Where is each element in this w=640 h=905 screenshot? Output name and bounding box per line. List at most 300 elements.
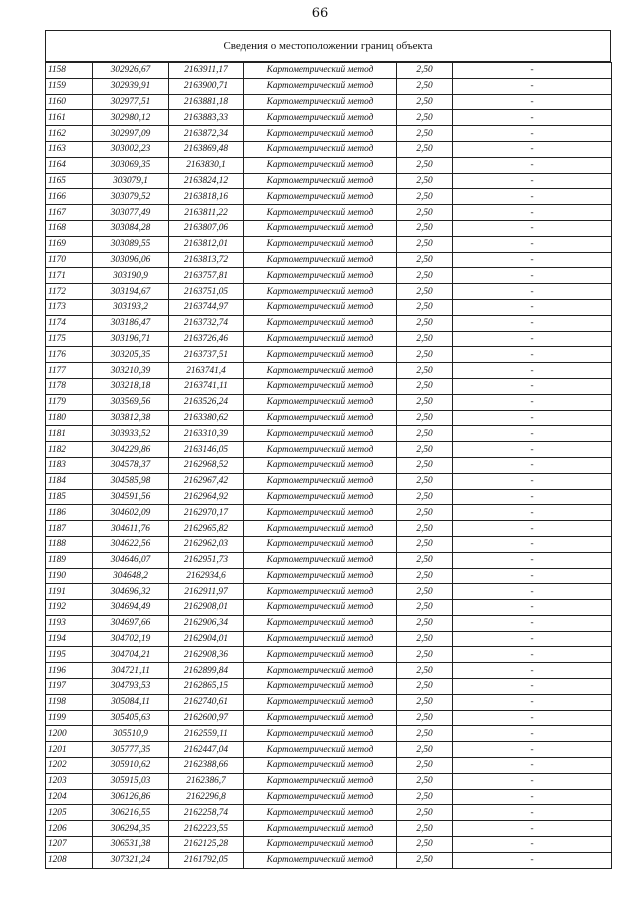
table-row [46, 126, 612, 142]
precision-cell: 2,50 [397, 852, 453, 868]
table-row [46, 363, 612, 379]
precision-cell: 2,50 [397, 157, 453, 173]
table-row [46, 521, 612, 537]
y-coordinate-cell: 2163818,16 [169, 189, 244, 205]
description-cell: - [453, 442, 612, 458]
method-cell: Картометрический метод [244, 110, 397, 126]
precision-cell: 2,50 [397, 236, 453, 252]
method-cell: Картометрический метод [244, 805, 397, 821]
point-number-cell: 1165 [46, 173, 93, 189]
precision-cell: 2,50 [397, 552, 453, 568]
x-coordinate-cell: 304697,66 [93, 615, 169, 631]
description-cell: - [453, 110, 612, 126]
point-number-cell: 1169 [46, 236, 93, 252]
description-cell: - [453, 600, 612, 616]
table-row [46, 394, 612, 410]
method-cell: Картометрический метод [244, 679, 397, 695]
method-cell: Картометрический метод [244, 505, 397, 521]
table-row [46, 205, 612, 221]
description-cell: - [453, 852, 612, 868]
point-number-cell: 1158 [46, 63, 93, 79]
table-row [46, 78, 612, 94]
y-coordinate-cell: 2162968,52 [169, 457, 244, 473]
method-cell: Картометрический метод [244, 284, 397, 300]
precision-cell: 2,50 [397, 284, 453, 300]
description-cell: - [453, 837, 612, 853]
table-row [46, 726, 612, 742]
point-number-cell: 1173 [46, 299, 93, 315]
y-coordinate-cell: 2163732,74 [169, 315, 244, 331]
precision-cell: 2,50 [397, 110, 453, 126]
point-number-cell: 1176 [46, 347, 93, 363]
table-row [46, 378, 612, 394]
table-row [46, 647, 612, 663]
y-coordinate-cell: 2162600,97 [169, 710, 244, 726]
method-cell: Картометрический метод [244, 837, 397, 853]
table-row [46, 568, 612, 584]
table-row [46, 220, 612, 236]
description-cell: - [453, 331, 612, 347]
y-coordinate-cell: 2163741,4 [169, 363, 244, 379]
method-cell: Картометрический метод [244, 189, 397, 205]
table-row [46, 852, 612, 868]
point-number-cell: 1193 [46, 615, 93, 631]
point-number-cell: 1181 [46, 426, 93, 442]
method-cell: Картометрический метод [244, 631, 397, 647]
precision-cell: 2,50 [397, 710, 453, 726]
precision-cell: 2,50 [397, 126, 453, 142]
x-coordinate-cell: 305910,62 [93, 758, 169, 774]
table-row [46, 284, 612, 300]
table-row [46, 821, 612, 837]
description-cell: - [453, 363, 612, 379]
y-coordinate-cell: 2162386,7 [169, 773, 244, 789]
precision-cell: 2,50 [397, 189, 453, 205]
table-row [46, 694, 612, 710]
table-row [46, 347, 612, 363]
method-cell: Картометрический метод [244, 363, 397, 379]
precision-cell: 2,50 [397, 63, 453, 79]
x-coordinate-cell: 303569,56 [93, 394, 169, 410]
method-cell: Картометрический метод [244, 489, 397, 505]
y-coordinate-cell: 2163380,62 [169, 410, 244, 426]
description-cell: - [453, 94, 612, 110]
description-cell: - [453, 758, 612, 774]
description-cell: - [453, 647, 612, 663]
precision-cell: 2,50 [397, 205, 453, 221]
description-cell: - [453, 173, 612, 189]
x-coordinate-cell: 306294,35 [93, 821, 169, 837]
table-row [46, 410, 612, 426]
method-cell: Картометрический метод [244, 220, 397, 236]
y-coordinate-cell: 2163757,81 [169, 268, 244, 284]
method-cell: Картометрический метод [244, 315, 397, 331]
precision-cell: 2,50 [397, 442, 453, 458]
y-coordinate-cell: 2162965,82 [169, 521, 244, 537]
y-coordinate-cell: 2163310,39 [169, 426, 244, 442]
point-number-cell: 1175 [46, 331, 93, 347]
description-cell: - [453, 679, 612, 695]
x-coordinate-cell: 304704,21 [93, 647, 169, 663]
method-cell: Картометрический метод [244, 410, 397, 426]
method-cell: Картометрический метод [244, 789, 397, 805]
method-cell: Картометрический метод [244, 94, 397, 110]
precision-cell: 2,50 [397, 679, 453, 695]
method-cell: Картометрический метод [244, 521, 397, 537]
method-cell: Картометрический метод [244, 536, 397, 552]
precision-cell: 2,50 [397, 410, 453, 426]
description-cell: - [453, 78, 612, 94]
method-cell: Картометрический метод [244, 378, 397, 394]
x-coordinate-cell: 305405,63 [93, 710, 169, 726]
method-cell: Картометрический метод [244, 331, 397, 347]
table-row [46, 679, 612, 695]
description-cell: - [453, 157, 612, 173]
y-coordinate-cell: 2162908,01 [169, 600, 244, 616]
table-row [46, 252, 612, 268]
x-coordinate-cell: 303190,9 [93, 268, 169, 284]
x-coordinate-cell: 303193,2 [93, 299, 169, 315]
description-cell: - [453, 694, 612, 710]
point-number-cell: 1205 [46, 805, 93, 821]
description-cell: - [453, 284, 612, 300]
description-cell: - [453, 410, 612, 426]
x-coordinate-cell: 302980,12 [93, 110, 169, 126]
description-cell: - [453, 205, 612, 221]
table-row [46, 457, 612, 473]
description-cell: - [453, 347, 612, 363]
boundary-sheet [45, 30, 611, 869]
x-coordinate-cell: 304702,19 [93, 631, 169, 647]
precision-cell: 2,50 [397, 615, 453, 631]
point-number-cell: 1161 [46, 110, 93, 126]
precision-cell: 2,50 [397, 299, 453, 315]
y-coordinate-cell: 2163900,71 [169, 78, 244, 94]
y-coordinate-cell: 2162865,15 [169, 679, 244, 695]
table-row [46, 663, 612, 679]
method-cell: Картометрический метод [244, 568, 397, 584]
x-coordinate-cell: 304648,2 [93, 568, 169, 584]
point-number-cell: 1201 [46, 742, 93, 758]
precision-cell: 2,50 [397, 821, 453, 837]
y-coordinate-cell: 2162258,74 [169, 805, 244, 821]
table-row [46, 442, 612, 458]
precision-cell: 2,50 [397, 394, 453, 410]
point-number-cell: 1197 [46, 679, 93, 695]
precision-cell: 2,50 [397, 694, 453, 710]
point-number-cell: 1191 [46, 584, 93, 600]
description-cell: - [453, 189, 612, 205]
x-coordinate-cell: 304585,98 [93, 473, 169, 489]
precision-cell: 2,50 [397, 505, 453, 521]
point-number-cell: 1185 [46, 489, 93, 505]
method-cell: Картометрический метод [244, 742, 397, 758]
table-row [46, 299, 612, 315]
table-row [46, 615, 612, 631]
precision-cell: 2,50 [397, 489, 453, 505]
y-coordinate-cell: 2162906,34 [169, 615, 244, 631]
precision-cell: 2,50 [397, 773, 453, 789]
precision-cell: 2,50 [397, 94, 453, 110]
x-coordinate-cell: 304578,37 [93, 457, 169, 473]
y-coordinate-cell: 2163807,06 [169, 220, 244, 236]
x-coordinate-cell: 302997,09 [93, 126, 169, 142]
method-cell: Картометрический метод [244, 663, 397, 679]
y-coordinate-cell: 2162223,55 [169, 821, 244, 837]
x-coordinate-cell: 303069,35 [93, 157, 169, 173]
y-coordinate-cell: 2162967,42 [169, 473, 244, 489]
point-number-cell: 1189 [46, 552, 93, 568]
description-cell: - [453, 584, 612, 600]
table-row [46, 426, 612, 442]
x-coordinate-cell: 303812,38 [93, 410, 169, 426]
description-cell: - [453, 710, 612, 726]
y-coordinate-cell: 2162388,66 [169, 758, 244, 774]
precision-cell: 2,50 [397, 647, 453, 663]
x-coordinate-cell: 304694,49 [93, 600, 169, 616]
x-coordinate-cell: 302939,91 [93, 78, 169, 94]
description-cell: - [453, 552, 612, 568]
table-row [46, 236, 612, 252]
method-cell: Картометрический метод [244, 63, 397, 79]
y-coordinate-cell: 2162908,36 [169, 647, 244, 663]
point-number-cell: 1195 [46, 647, 93, 663]
point-number-cell: 1203 [46, 773, 93, 789]
x-coordinate-cell: 305084,11 [93, 694, 169, 710]
method-cell: Картометрический метод [244, 473, 397, 489]
table-row [46, 505, 612, 521]
x-coordinate-cell: 303933,52 [93, 426, 169, 442]
y-coordinate-cell: 2162740,61 [169, 694, 244, 710]
precision-cell: 2,50 [397, 789, 453, 805]
point-number-cell: 1186 [46, 505, 93, 521]
point-number-cell: 1159 [46, 78, 93, 94]
x-coordinate-cell: 303089,55 [93, 236, 169, 252]
precision-cell: 2,50 [397, 378, 453, 394]
point-number-cell: 1174 [46, 315, 93, 331]
point-number-cell: 1177 [46, 363, 93, 379]
x-coordinate-cell: 304229,86 [93, 442, 169, 458]
y-coordinate-cell: 2162934,6 [169, 568, 244, 584]
description-cell: - [453, 521, 612, 537]
point-number-cell: 1171 [46, 268, 93, 284]
x-coordinate-cell: 303079,52 [93, 189, 169, 205]
x-coordinate-cell: 304591,56 [93, 489, 169, 505]
x-coordinate-cell: 303084,28 [93, 220, 169, 236]
precision-cell: 2,50 [397, 426, 453, 442]
point-number-cell: 1187 [46, 521, 93, 537]
x-coordinate-cell: 304646,07 [93, 552, 169, 568]
x-coordinate-cell: 304611,76 [93, 521, 169, 537]
precision-cell: 2,50 [397, 758, 453, 774]
precision-cell: 2,50 [397, 363, 453, 379]
y-coordinate-cell: 2163744,97 [169, 299, 244, 315]
precision-cell: 2,50 [397, 631, 453, 647]
table-row [46, 157, 612, 173]
description-cell: - [453, 805, 612, 821]
description-cell: - [453, 773, 612, 789]
method-cell: Картометрический метод [244, 600, 397, 616]
description-cell: - [453, 821, 612, 837]
point-number-cell: 1199 [46, 710, 93, 726]
method-cell: Картометрический метод [244, 552, 397, 568]
point-number-cell: 1182 [46, 442, 93, 458]
precision-cell: 2,50 [397, 252, 453, 268]
method-cell: Картометрический метод [244, 141, 397, 157]
method-cell: Картометрический метод [244, 236, 397, 252]
description-cell: - [453, 726, 612, 742]
description-cell: - [453, 505, 612, 521]
precision-cell: 2,50 [397, 473, 453, 489]
method-cell: Картометрический метод [244, 157, 397, 173]
table-row [46, 63, 612, 79]
description-cell: - [453, 220, 612, 236]
point-number-cell: 1167 [46, 205, 93, 221]
point-number-cell: 1206 [46, 821, 93, 837]
point-number-cell: 1178 [46, 378, 93, 394]
x-coordinate-cell: 304696,32 [93, 584, 169, 600]
x-coordinate-cell: 304721,11 [93, 663, 169, 679]
coordinates-table-body [46, 63, 612, 869]
table-row [46, 331, 612, 347]
x-coordinate-cell: 303096,06 [93, 252, 169, 268]
table-row [46, 742, 612, 758]
y-coordinate-cell: 2163813,72 [169, 252, 244, 268]
precision-cell: 2,50 [397, 457, 453, 473]
table-row [46, 789, 612, 805]
precision-cell: 2,50 [397, 78, 453, 94]
method-cell: Картометрический метод [244, 694, 397, 710]
point-number-cell: 1208 [46, 852, 93, 868]
precision-cell: 2,50 [397, 726, 453, 742]
method-cell: Картометрический метод [244, 126, 397, 142]
description-cell: - [453, 789, 612, 805]
description-cell: - [453, 568, 612, 584]
y-coordinate-cell: 2163869,48 [169, 141, 244, 157]
table-row [46, 110, 612, 126]
x-coordinate-cell: 305510,9 [93, 726, 169, 742]
y-coordinate-cell: 2163741,11 [169, 378, 244, 394]
description-cell: - [453, 315, 612, 331]
point-number-cell: 1179 [46, 394, 93, 410]
y-coordinate-cell: 2162559,11 [169, 726, 244, 742]
point-number-cell: 1198 [46, 694, 93, 710]
description-cell: - [453, 141, 612, 157]
description-cell: - [453, 457, 612, 473]
precision-cell: 2,50 [397, 536, 453, 552]
y-coordinate-cell: 2162951,73 [169, 552, 244, 568]
y-coordinate-cell: 2163811,22 [169, 205, 244, 221]
point-number-cell: 1184 [46, 473, 93, 489]
x-coordinate-cell: 303186,47 [93, 315, 169, 331]
y-coordinate-cell: 2162296,8 [169, 789, 244, 805]
description-cell: - [453, 126, 612, 142]
description-cell: - [453, 426, 612, 442]
method-cell: Картометрический метод [244, 268, 397, 284]
method-cell: Картометрический метод [244, 78, 397, 94]
table-row [46, 837, 612, 853]
method-cell: Картометрический метод [244, 615, 397, 631]
table-title: Сведения о местоположении границ объекта [45, 30, 611, 62]
precision-cell: 2,50 [397, 600, 453, 616]
point-number-cell: 1202 [46, 758, 93, 774]
method-cell: Картометрический метод [244, 347, 397, 363]
y-coordinate-cell: 2163911,17 [169, 63, 244, 79]
point-number-cell: 1192 [46, 600, 93, 616]
point-number-cell: 1180 [46, 410, 93, 426]
table-row [46, 315, 612, 331]
table-row [46, 94, 612, 110]
table-row [46, 536, 612, 552]
x-coordinate-cell: 306126,86 [93, 789, 169, 805]
y-coordinate-cell: 2163881,18 [169, 94, 244, 110]
description-cell: - [453, 615, 612, 631]
precision-cell: 2,50 [397, 173, 453, 189]
point-number-cell: 1200 [46, 726, 93, 742]
table-row [46, 710, 612, 726]
y-coordinate-cell: 2162962,03 [169, 536, 244, 552]
x-coordinate-cell: 305915,03 [93, 773, 169, 789]
precision-cell: 2,50 [397, 805, 453, 821]
point-number-cell: 1183 [46, 457, 93, 473]
method-cell: Картометрический метод [244, 773, 397, 789]
x-coordinate-cell: 303002,23 [93, 141, 169, 157]
table-row [46, 773, 612, 789]
table-row [46, 489, 612, 505]
method-cell: Картометрический метод [244, 205, 397, 221]
table-row [46, 631, 612, 647]
x-coordinate-cell: 303205,35 [93, 347, 169, 363]
method-cell: Картометрический метод [244, 426, 397, 442]
table-row [46, 141, 612, 157]
x-coordinate-cell: 302926,67 [93, 63, 169, 79]
y-coordinate-cell: 2162904,01 [169, 631, 244, 647]
method-cell: Картометрический метод [244, 394, 397, 410]
method-cell: Картометрический метод [244, 457, 397, 473]
y-coordinate-cell: 2163830,1 [169, 157, 244, 173]
description-cell: - [453, 63, 612, 79]
x-coordinate-cell: 303079,1 [93, 173, 169, 189]
description-cell: - [453, 536, 612, 552]
point-number-cell: 1163 [46, 141, 93, 157]
y-coordinate-cell: 2163146,05 [169, 442, 244, 458]
point-number-cell: 1190 [46, 568, 93, 584]
table-row [46, 189, 612, 205]
point-number-cell: 1160 [46, 94, 93, 110]
precision-cell: 2,50 [397, 568, 453, 584]
method-cell: Картометрический метод [244, 758, 397, 774]
point-number-cell: 1166 [46, 189, 93, 205]
x-coordinate-cell: 303196,71 [93, 331, 169, 347]
table-row [46, 268, 612, 284]
table-row [46, 758, 612, 774]
method-cell: Картометрический метод [244, 299, 397, 315]
point-number-cell: 1168 [46, 220, 93, 236]
precision-cell: 2,50 [397, 331, 453, 347]
description-cell: - [453, 268, 612, 284]
precision-cell: 2,50 [397, 584, 453, 600]
method-cell: Картометрический метод [244, 442, 397, 458]
point-number-cell: 1196 [46, 663, 93, 679]
description-cell: - [453, 663, 612, 679]
point-number-cell: 1170 [46, 252, 93, 268]
y-coordinate-cell: 2162970,17 [169, 505, 244, 521]
x-coordinate-cell: 302977,51 [93, 94, 169, 110]
x-coordinate-cell: 305777,35 [93, 742, 169, 758]
description-cell: - [453, 394, 612, 410]
x-coordinate-cell: 303218,18 [93, 378, 169, 394]
x-coordinate-cell: 307321,24 [93, 852, 169, 868]
